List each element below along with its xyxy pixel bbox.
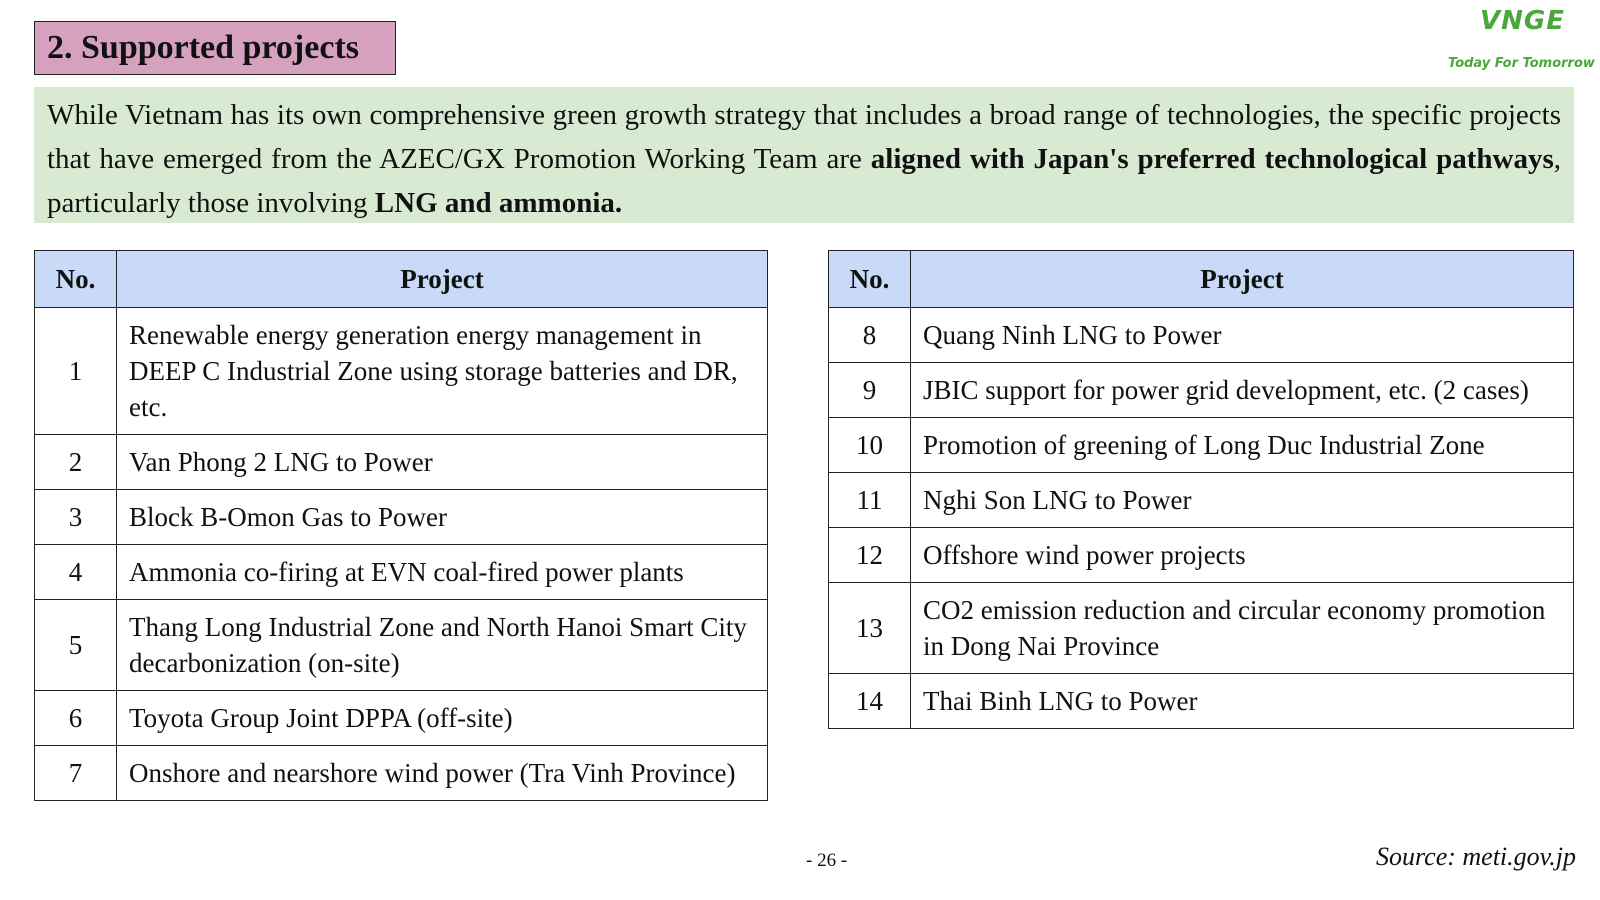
vnge-logo xyxy=(1440,4,1595,78)
row-number: 5 xyxy=(35,600,117,691)
table-header-row xyxy=(829,251,1574,308)
row-project: Offshore wind power projects xyxy=(911,528,1574,583)
table-row xyxy=(829,583,1574,674)
row-project: CO2 emission reduction and circular economy promotion in Dong Nai Province xyxy=(911,583,1574,674)
row-number: 4 xyxy=(35,545,117,600)
table-header-row xyxy=(35,251,768,308)
column-header-project: Project xyxy=(117,251,768,308)
row-number: 2 xyxy=(35,435,117,490)
row-number: 13 xyxy=(829,583,911,674)
page-number: - 26 - xyxy=(806,850,848,871)
table-row xyxy=(35,746,768,801)
intro-text-2: , particularly those involving xyxy=(47,143,1561,219)
row-project: Toyota Group Joint DPPA (off-site) xyxy=(117,691,768,746)
row-project: Quang Ninh LNG to Power xyxy=(911,308,1574,363)
intro-paragraph xyxy=(34,87,1574,223)
row-number: 7 xyxy=(35,746,117,801)
row-number: 1 xyxy=(35,308,117,435)
projects-table-left xyxy=(34,250,768,801)
source-citation: Source: meti.gov.jp xyxy=(1376,842,1576,871)
intro-text-1: While Vietnam has its own comprehensive green growth strategy that includes a broad range of technologies, the specific projects that have emerged from the AZEC/GX Promotion Working Team are xyxy=(47,99,1561,175)
column-header-no: No. xyxy=(829,251,911,308)
row-number: 10 xyxy=(829,418,911,473)
row-number: 14 xyxy=(829,674,911,729)
table-row xyxy=(829,528,1574,583)
row-project: Thai Binh LNG to Power xyxy=(911,674,1574,729)
table-row xyxy=(829,363,1574,418)
row-number: 9 xyxy=(829,363,911,418)
table-row xyxy=(35,490,768,545)
intro-bold-2: LNG and ammonia. xyxy=(374,187,623,219)
row-number: 6 xyxy=(35,691,117,746)
column-header-project: Project xyxy=(911,251,1574,308)
intro-bold-1: aligned with Japan's preferred technological pathways xyxy=(870,143,1554,175)
table-row xyxy=(829,473,1574,528)
table-row xyxy=(829,674,1574,729)
row-number: 3 xyxy=(35,490,117,545)
table-row xyxy=(35,600,768,691)
table-row xyxy=(829,418,1574,473)
row-project: Block B-Omon Gas to Power xyxy=(117,490,768,545)
logo-wordmark: VNGE xyxy=(1480,6,1565,36)
slide-title: 2. Supported projects xyxy=(34,21,396,75)
row-project: Onshore and nearshore wind power (Tra Vinh Province) xyxy=(117,746,768,801)
table-row xyxy=(35,435,768,490)
column-header-no: No. xyxy=(35,251,117,308)
table-row xyxy=(35,545,768,600)
projects-table-right xyxy=(828,250,1574,729)
table-row xyxy=(829,308,1574,363)
row-number: 12 xyxy=(829,528,911,583)
table-row xyxy=(35,691,768,746)
logo-tagline: Today For Tomorrow xyxy=(1448,56,1595,71)
table-row xyxy=(35,308,768,435)
row-project: JBIC support for power grid development, etc. (2 cases) xyxy=(911,363,1574,418)
row-project: Nghi Son LNG to Power xyxy=(911,473,1574,528)
row-project: Thang Long Industrial Zone and North Hanoi Smart City decarbonization (on-site) xyxy=(117,600,768,691)
row-number: 8 xyxy=(829,308,911,363)
row-number: 11 xyxy=(829,473,911,528)
row-project: Renewable energy generation energy management in DEEP C Industrial Zone using storage batteries and DR, etc. xyxy=(117,308,768,435)
row-project: Van Phong 2 LNG to Power xyxy=(117,435,768,490)
row-project: Promotion of greening of Long Duc Industrial Zone xyxy=(911,418,1574,473)
row-project: Ammonia co-firing at EVN coal-fired power plants xyxy=(117,545,768,600)
